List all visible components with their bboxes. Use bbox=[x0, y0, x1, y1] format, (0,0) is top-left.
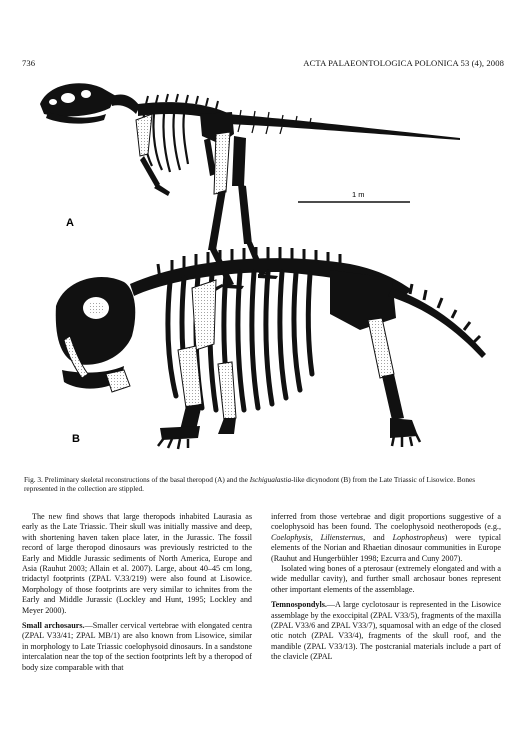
skeletal-reconstruction-figure bbox=[20, 74, 510, 472]
paragraph: inferred from those vertebrae and digit proportions suggestive of a coelophysoid has been found. The coelophysoid neotheropods (e.g., Coelophysis, Liliensternus, and Lophostropheus) were typical elements of the Norian and Rhaetian dinosaur communities in Europe (Rauhut and Hungerbühler 1998; Ezcurra and Cuny 2007). bbox=[271, 512, 501, 563]
journal-header: ACTA PALAEONTOLOGICA POLONICA 53 (4), 2008 bbox=[303, 58, 504, 68]
paragraph-temnospondyls: Temnospondyls.—A large cyclotosaur is represented in the Lisowice assemblage by the exoccipital (ZPAL V33/5), fragments of the maxilla (ZPAL V33/6 and ZPAL V33/7), squamosal with an edge of the closed otic notch (ZPAL V33/4), fragments of the skull roof, and the mandible (ZPAL V33/13). The postcranial materials include a part of the clavicle (ZPAL bbox=[271, 600, 501, 662]
left-column bbox=[22, 512, 252, 673]
section-heading: Small archosaurs. bbox=[22, 621, 85, 631]
section-heading: Temnospondyls. bbox=[271, 600, 327, 610]
figure-label-b: B bbox=[72, 433, 80, 445]
right-column bbox=[271, 512, 501, 663]
scale-label: 1 m bbox=[352, 190, 365, 199]
paragraph-small-archosaurs: Small archosaurs.—Smaller cervical vertebrae with elongated centra (ZPAL V33/41; ZPAL MB/1) are also known from Lisowice, similar in morphology to Late Triassic coelophysoid dinosaurs. In a sandstone intercalation near the top of the section footprints left by a theropod of body size comparable with that bbox=[22, 621, 252, 672]
paragraph: Isolated wing bones of a pterosaur (extremely elongated and with a wide medullar cavity), and further small archosaur bones represent other important elements of the assemblage. bbox=[271, 564, 501, 594]
page-number: 736 bbox=[22, 58, 36, 68]
figure-label-a: A bbox=[66, 217, 74, 229]
figure-caption: Fig. 3. Preliminary skeletal reconstructions of the basal theropod (A) and the Ischigualastia-like dicynodont (B) from the Late Triassic of Lisowice. Bones represented in the collection are stippled. bbox=[24, 475, 476, 494]
paragraph: The new find shows that large theropods inhabited Laurasia as early as the Late Triassic. Their skull was initially massive and deep, with shortening haven taken place later, in the Jurassic. The fossil record of large theropod dinosaurs was previously restricted to the Early and Middle Jurassic sediments of North America, Europe and Asia (Rauhut 2003; Allain et al. 2007). Large, about 40–45 cm long, tridactyl footprints (ZPAL V.33/219) were also found at Lisowice. Morphology of those footprints are very similar to ichnites from the Early and Middle Jurassic (Lockley and Hunt, 1995; Lockley and Meyer 2000). bbox=[22, 512, 252, 615]
